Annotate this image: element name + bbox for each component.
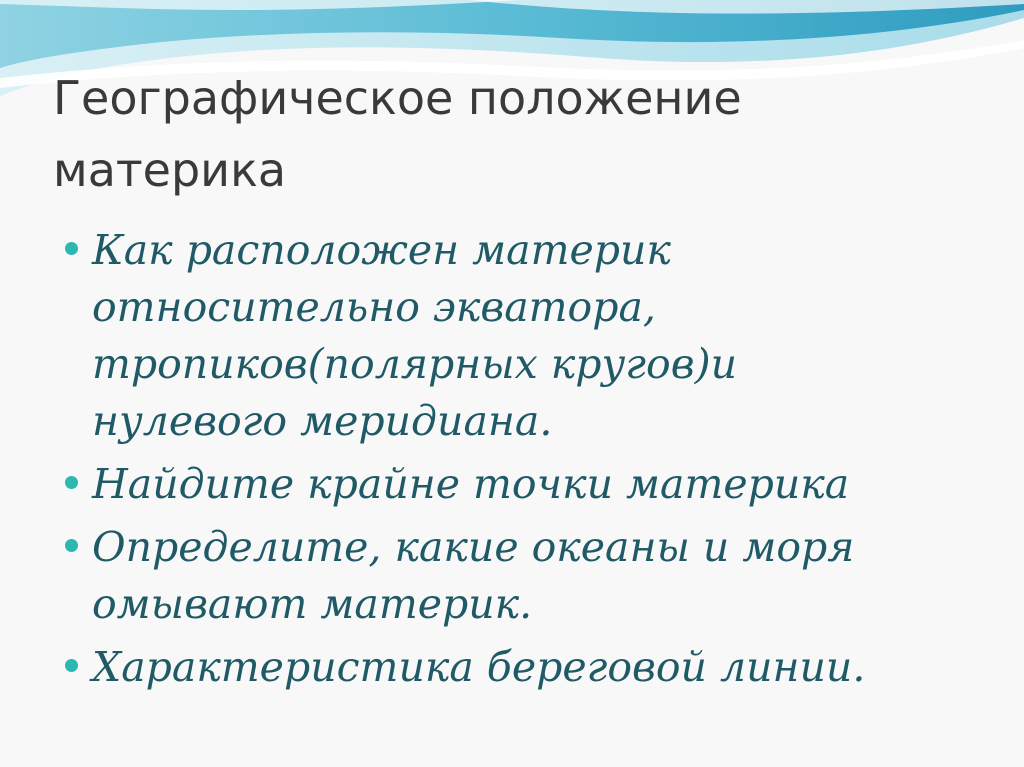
bullet-text: Характеристика береговой линии. xyxy=(92,643,866,691)
bullet-list xyxy=(62,222,962,702)
bullet-dot-icon xyxy=(65,539,78,552)
slide-title: Географическое положение материка xyxy=(53,71,742,197)
bullet-text: Как расположен материк относительно экватора, тропиков(полярных кругов)и нулевого меридиана. xyxy=(92,226,737,445)
bullet-text: Найдите крайне точки материка xyxy=(92,460,850,508)
bullet-dot-icon xyxy=(65,659,78,672)
bullet-text: Определите, какие океаны и моря омывают материк. xyxy=(92,523,855,628)
bullet-item xyxy=(62,456,962,513)
bullet-item xyxy=(62,222,962,450)
bullet-item xyxy=(62,519,962,633)
bullet-item xyxy=(62,639,962,696)
bullet-dot-icon xyxy=(65,242,78,255)
bullet-dot-icon xyxy=(65,476,78,489)
